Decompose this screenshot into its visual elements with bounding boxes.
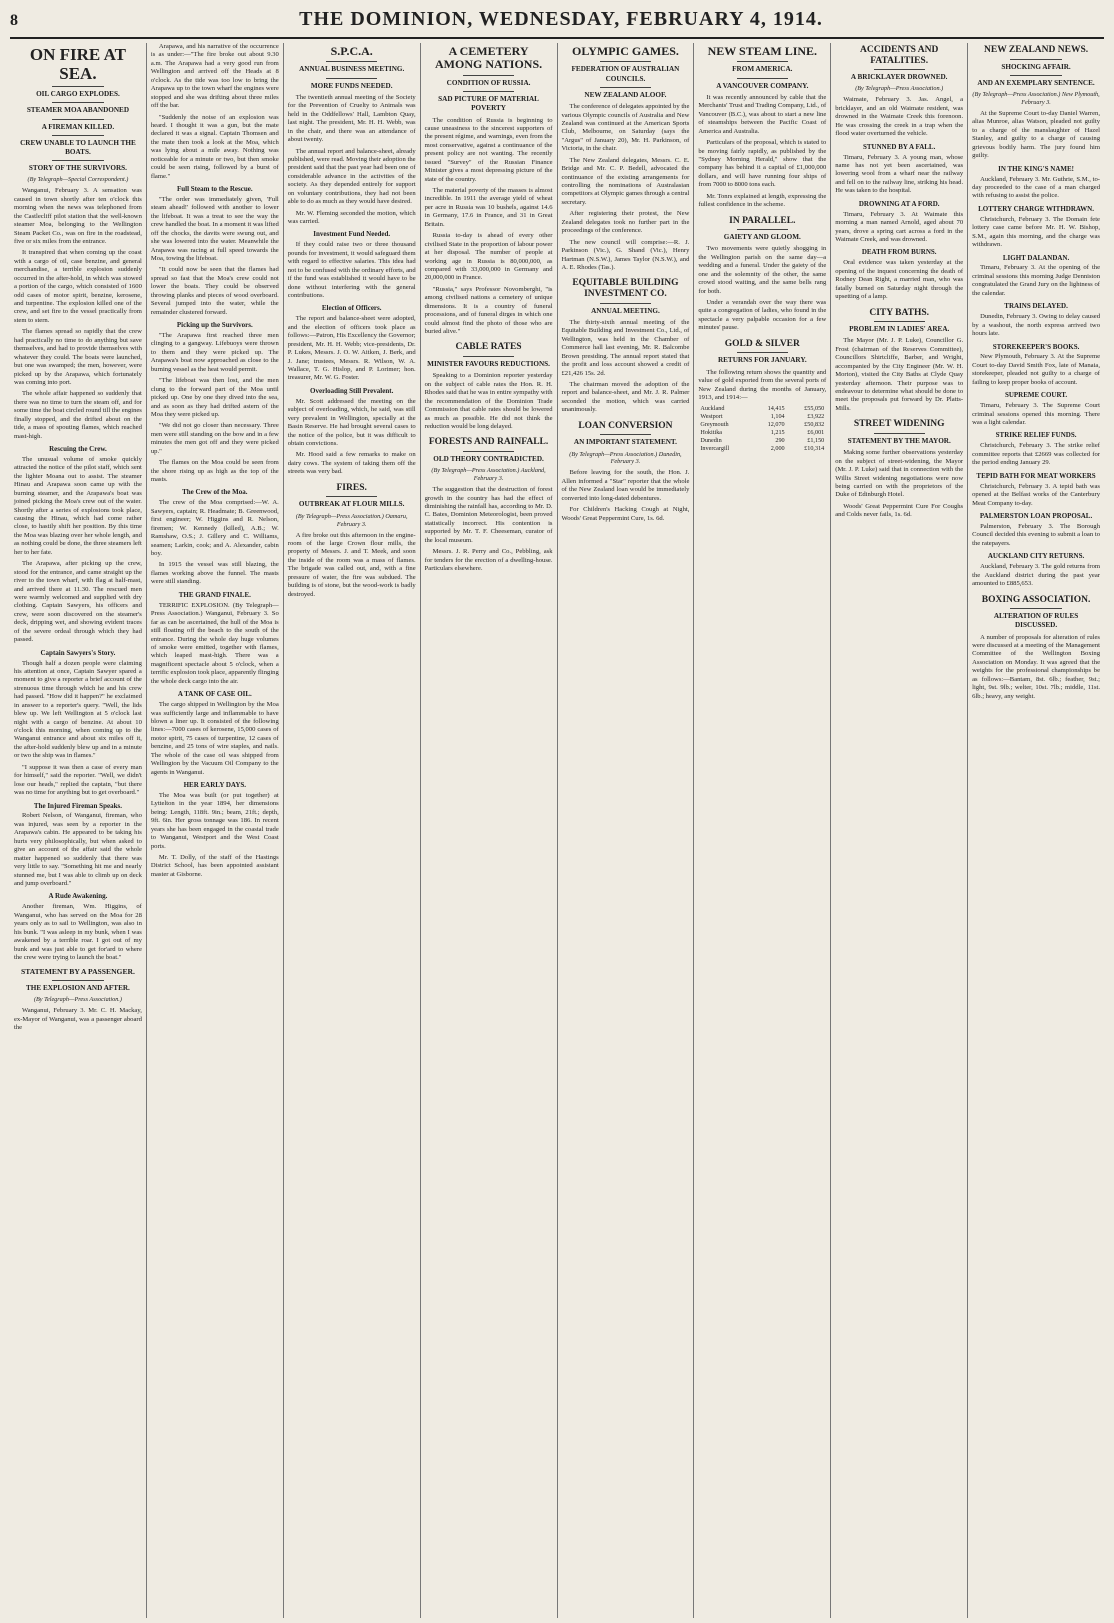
value-cell: £50,832 [804,421,825,429]
subheading: Full Steam to the Rescue. [176,185,253,193]
article-paragraph: In 1915 the vessel was still blazing, the flames working above the funnel. The masts were still standing. [150,561,279,586]
table-row [698,413,826,421]
article [288,483,416,599]
subheading: AUCKLAND CITY RETURNS. [987,552,1085,561]
article-headline: LOAN CONVERSION [578,420,673,431]
article-paragraph: The unusual volume of smoke quickly attracted the notice of the pilot staff, which sent the lighter Moana out to assist. The steamer Hinau and Arapawa soon came up with the burning steamer, and the Arapawa's boat was joined picking the Moa's crew out of the water. Shortly after a series of explosions took place, causing the Hinau, which had come rather close, to hastily shift her position. By this time the Moa was blazing over her whole length, and as nothing could be done, the three steamers left her to her fate. [14,455,142,556]
article-paragraph: Mr. T. Dolly, of the staff of the Hastings District School, has been appointed assistant master at Gisborne. [150,854,279,878]
article-paragraph: Timaru, February 3. At the opening of the criminal sessions this morning Judge Denniston congratulated the Grand Jury on the lightness of the calendar. [972,264,1100,297]
subheading: PALMERSTON LOAN PROPOSAL. [979,512,1093,520]
oz-cell: 1,104 [770,413,785,421]
article [425,342,553,431]
table-row [698,429,826,437]
port-cell: Auckland [700,405,725,413]
article-deck: ANNUAL MEETING. [591,306,660,315]
column-1 [10,43,147,1618]
article-paragraph: The flames spread so rapidly that the crew had practically no time to do anything but save themselves, and had to provide themselves with whatever they could. The boats were launched, but one was swamped; the men, however, were picked up by the Arapawa, which fortunately was coming into port. [14,328,142,386]
article-paragraph: The Moa was built (or put together) at Lyttelton in the year 1894, her dimensions being: Length, 118ft. 9in.; beam, 21ft.; depth, 9ft. 6in. Her gross tonnage was 186. In recent years she has been engaged in the coastal trade to Wanganui, Westport and the West Coast ports. [150,791,279,850]
headline-rule [326,78,377,79]
column-3 [284,43,421,1618]
headline-rule [874,321,925,322]
article-deck: AN IMPORTANT STATEMENT. [573,438,677,447]
value-cell: £10,314 [804,445,825,453]
subheading: STUNNED BY A FALL. [863,142,936,151]
article-paragraph: The New Zealand delegates, Messrs. C. E. Bridge and Mr. C. P. Bedell, advocated the continuance of the existing arrangements for controlling the nominations of Australasian competitors at Olympic games through a central secretary. [561,156,690,206]
article-paragraph: At the Supreme Court to-day Daniel Warren, alias Munroe, alias Watson, pleaded not guilty to a charge of the manslaughter of Hazel Stanley, and guilty to a charge of causing grievous bodily harm. The jury found him guilty. [972,109,1100,160]
article-deck: FEDERATION OF AUSTRALIAN COUNCILS. [571,65,680,83]
article-paragraph: TERRIFIC EXPLOSION. (By Telegraph—Press Association.) Wanganui, February 3. So far as can be ascertained, the hull of the Moa is still floating off the beach to the south of the entrance. During the whole day huge volumes of smoke were emitted, together with flames, which leaped mast-high. There was a magnificent spectacle about 5 o'clock, when a terrific explosion took place, apparently flinging the whole deck cargo into the air. [150,601,279,685]
article-paragraph: The annual report and balance-sheet, already published, were read. Moving their adoption the president said that the past year had been one of considerable advance in the activities of the society. As they depended entirely for support on voluntary contributions, they had not been able to do as much as they would have desired. [287,147,416,206]
article-headline: A CEMETERY AMONG NATIONS. [435,44,543,72]
headline-rule [737,229,788,230]
article [835,419,963,519]
article-paragraph: It was recently announced by cable that the Merchants' Trust and Trading Company, Ltd., of Vancouver (B.C.), was about to start a new line of steamships between the Pacific Coast of America and Australia. [698,93,827,135]
article-paragraph: Messrs. J. R. Perry and Co., Pebbling, ask for tenders for the erection of a dwelling-house. Particulars elsewhere. [424,548,553,573]
article [425,437,553,573]
article-deck: FROM AMERICA. [732,65,793,74]
article-paragraph: Mr. Hood said a few remarks to make on dairy cows. The system of taking them off the streets was very bad. [287,451,416,476]
article-deck: CONDITION OF RUSSIA. [446,78,531,87]
article-deck: THE EXPLOSION AND AFTER. [26,983,130,992]
headline-rule [600,434,651,435]
headline-rule [326,496,377,497]
article-byline: (By Telegraph—Press Association.) Auckland, February 3. [431,467,546,483]
article-paragraph: The suggestion that the destruction of forest growth in the country has had the effect of diminishing the rainfall has, according to Mr. D. C. Bates, Dominion Meteorologist, been proved statistically incorrect. His contention is supported by Mr. T. F. Cheeseman, curator of the local museum. [424,486,553,544]
oz-cell: 290 [775,437,785,445]
article-deck: AND AN EXEMPLARY SENTENCE. [977,78,1095,87]
subheading: A TANK OF CASE OIL. [177,690,252,699]
headline-rule [600,303,651,304]
subheading: DEATH FROM BURNS. [861,248,937,257]
article-deck: PROBLEM IN LADIES' AREA. [849,325,950,334]
article-paragraph: Auckland, February 3. Mr. Guthrie, S.M., to-day proceeded to the case of a man charged with refusing to assist the police. [972,175,1100,200]
headline-rule [463,91,514,92]
article-paragraph: "Suddenly the noise of an explosion was heard. I thought it was a gun, but the mate declared it was a signal. Captain Thomsen and the mate then took a look at the Moa, which was lying about a mile away. Nothing was noticeable for a minute or two, but then smoke could be seen rising, followed by a burst of flame." [150,113,279,180]
article-paragraph: New Plymouth, February 3. At the Supreme Court to-day David Smith Fox, late of Manaia, storekeeper, pleaded not guilty to a charge of failing to keep proper books of account. [972,353,1100,386]
article-paragraph: Though half a dozen people were claiming his attention at once, Captain Sawyer spared a moment to give a reporter a brief account of the strenuous time through which he and his crew had passed. "How did it happen?" he exclaimed in answer to a reporter's query. "Well, the lids blew up. We left Wellington at 5 o'clock last night with a cargo of benzine. At about 10 o'clock this morning, when coming up to the Wanganui entrance and about six miles off it, the after-hold suddenly blew up and in a minute or two the ship was in flames." [14,659,142,760]
port-cell: Westport [700,413,723,421]
article-byline: (By Telegraph—Press Association.) [855,85,944,93]
article-deck: SAD PICTURE OF MATERIAL POVERTY [438,95,539,113]
article-paragraph: For Children's Hacking Cough at Night, Woods' Great Peppermint Cure, 1s. 6d. [561,506,690,522]
article-paragraph: Waimate, February 3. Jas. Angel, a bricklayer, and an old Waimate resident, was drowned in the Waimate Creek this forenoon. He was crossing the creek in a trap when the flood water overturned the vehicle. [835,96,964,138]
article-paragraph: The Arapawa, after picking up the crew, stood for the entrance, and came straight up the river to the town wharf, with flag at half-mast, and arrived there at 11.30. The rescued men were warmly welcomed and supplied with dry clothing. Captain Sawyers, his officers and crew, were soon discovered on the steamer's deck, dripping wet, and showing evident traces of the severe ordeal through which they had passed. [14,560,142,644]
article [972,595,1100,702]
article-paragraph: The new council will comprise:—R. J. Parkinson (Vic.), G. Shand (Vic.), Henry Hartman (N.S.W.), James Taylor (N.S.W.), and A. E. Rhodes (Tas.). [561,238,690,271]
article-deck: OUTBREAK AT FLOUR MILLS. [298,500,405,509]
article-paragraph: Two movements were quietly shogging in the Wellington parish on the same day—a wedding and a funeral. Under the gaiety of the one and the solemnity of the other, the same crowd stood waiting, and the same bells rang for both. [698,245,827,295]
article [562,421,690,523]
article-paragraph: Wanganui, February 3. A sensation was caused in town shortly after ten o'clock this morning when the news was telephoned from the Castlecliff pilot station that the well-known steamer Moa, belonging to the Wellington Steam Packet Co., was on fire in the roadstead, five or six miles from the entrance. [14,187,142,245]
article-paragraph: "The Arapawa first reached three men clinging to a gangway. Lifebuoys were thrown to them and they were picked up. The Arapawa's boat now approached as close to the burning vessel as the heat would permit. [150,332,279,373]
article-headline: GOLD & SILVER [724,338,800,349]
article-deck: A FIREMAN KILLED. [41,122,115,131]
article-deck: MORE FUNDS NEEDED. [310,81,393,90]
article-paragraph: A number of proposals for alteration of rules were discussed at a meeting of the Management Committee of the Wellington Boxing Association on Monday. It was agreed that the weights for the professional championships be as follows:—Bantam, 8st. 6lb.; feather, 9st.; light, 9st. 9lb.; welter, 10st. 7lb.; middle, 11st. 6lb.; heavy, any weight. [972,633,1100,700]
subheading: LIGHT DALANDAN. [1002,253,1070,262]
oz-cell: 12,070 [767,421,785,429]
column-2 [147,43,284,1618]
article-paragraph: After registering their protest, the New Zealand delegates took no further part in the proceedings of the conference. [561,210,690,235]
article-paragraph: Christchurch, February 3. The strike relief committee reports that £2669 was collected for the period ending January 29. [972,442,1100,467]
article-deck: GAIETY AND GLOOM. [723,233,801,242]
headline-rule [463,451,514,452]
article-paragraph: If they could raise two or three thousand pounds for investment, it would safeguard them with regard to effective salaries. This idea had not to be confused with the ordinary efforts, and if the fund was established it would have to be done without interfering with the general contributions. [287,241,416,300]
headline-rule [52,980,103,981]
table-row [698,445,826,453]
article-headline: FORESTS AND RAINFALL. [428,437,549,448]
article-paragraph: Speaking to a Dominion reporter yesterday on the subject of cable rates the Hon. R. H. Rhodes said that he was in entire sympathy with the recommendation of the Dominion Trade Commission that cable rates should be lowered as much as possible. He did not think the reduction would be long delayed. [424,372,553,430]
article-headline: ACCIDENTS AND FATALITIES. [859,45,939,66]
article-byline: (By Telegraph—Press Association.) New Plymouth, February 3. [972,91,1100,106]
article-paragraph: The crew of the Moa comprised:—W. A. Sawyers, captain; R. Headmate; B. Greenwood, first engineer; W. Higgins and R. Nelson, firemen; W. Kennedy (killed), A.B.; W. Ramshaw, O.S.; J. Gillery and C. Williams, seamen; Larkin, cook; and A. Alexander, cabin boy. [150,499,279,558]
table-row [698,405,826,413]
article-paragraph: Wanganui, February 3. Mr. C. H. Mackay, ex-Mayor of Wanganui, was a passenger aboard the [14,1007,142,1031]
value-cell: £55,050 [804,405,825,413]
article-headline: S.P.C.A. [330,44,373,58]
article-headline: CITY BATHS. [869,307,930,318]
article [972,45,1100,589]
subheading: The Crew of the Moa. [182,488,248,497]
gold-returns-table [698,405,826,453]
masthead [10,8,1104,39]
subheading: SUPREME COURT. [1004,391,1068,400]
oz-cell: 1,215 [770,429,785,437]
oz-cell: 2,000 [770,445,785,453]
article-paragraph: Mr. Scott addressed the meeting on the subject of overloading, which, he said, was still very prevalent in Wellington, specially at the Basin Reserve. He had brought several cases to the notice of the police, but it was difficult to obtain convictions. [287,397,416,448]
article-paragraph: Arapawa, and his narrative of the occurrence is as under:—"The fire broke out about 9.30 a.m. The Arapawa had a very good run from Wellington and arrived off the Heads at 8 o'clock. As the tide was too low to bring the Arapawa up to the town wharf the engines were stopped and she was drifting about three miles off the bar. [150,43,279,110]
headline-rule [737,61,788,62]
article-paragraph: Making some further observations yesterday on the subject of street-widening, the Mayor (Mr. J. P. Luke) said that in connection with the Willis Street widening negotiations were now being carried on with the proprietors of the Duke of Edinburgh Hotel. [835,449,964,499]
article-paragraph: "The lifeboat was then lost, and the men clung to the forward part of the Moa until picked up. One by one they dived into the sea, and as soon as they had drifted astern of the Moa they were picked up. [150,377,279,418]
article-paragraph: The thirty-sixth annual meeting of the Equitable Building and Investment Co., Ltd., of Wellington, was held in the Chamber of Commerce hall last evening, Mr. R. Balcombe Brown presiding. The annual report stated that the profit and loss account showed a credit of £21,426 15s. 2d. [561,318,690,377]
article [151,43,279,879]
article-paragraph: "I suppose it was then a case of every man for himself," said the reporter. "Well, we didn't lose our heads," replied the captain, "but there was no time for anything but to get overboard." [14,763,142,797]
value-cell: £6,001 [807,429,825,437]
article-byline: (By Telegraph—Press Association.) [33,996,122,1004]
column-6 [694,43,831,1618]
subheading: IN THE KING'S NAME! [998,164,1075,173]
article-paragraph: The following return shows the quantity and value of gold exported from the several ports of New Zealand during the months of January, 1913, and 1914:— [698,368,827,401]
subheading: STOREKEEPER'S BOOKS. [992,342,1080,351]
article-paragraph: Christchurch, February 3. The Domain fete lottery case came before Mr. H. W. Bishop, S.M., again this morning, and the charge was withdrawn. [972,215,1100,249]
article [698,45,826,210]
article [425,45,553,336]
page-number: 8 [10,12,18,29]
article-headline: NEW ZEALAND NEWS. [984,45,1089,55]
article-paragraph: "It could now be seen that the flames had spread so fast that the Moa's crew could not lower the boats. They could be observed throwing planks and pieces of wood overboard. Several jumped into the water, while the remainder clustered forward. [150,266,279,316]
article-paragraph: Timaru, February 3. At Waimate this morning a man named Arnold, aged about 70 years, drove a spring cart across a ford in the Waimate Creek, and was drowned. [835,210,964,243]
article-deck: RETURNS FOR JANUARY. [717,356,807,365]
article-paragraph: "We did not go closer than necessary. Three men were still standing on the bow and in a few minutes the men got off and they were picked up." [150,422,279,455]
article-paragraph: The twentieth annual meeting of the Society for the Prevention of Cruelty to Animals was held in the Oddfellows' Hall, Lambton Quay, last night. The president, Mr. H. H. Webb, was in the chair, and there was an attendance of about twenty. [287,93,416,144]
subheading: THE GRAND FINALE. [178,590,251,599]
article [562,45,690,272]
article-deck: STATEMENT BY THE MAYOR. [847,436,951,445]
subheading: TRAINS DELAYED. [1004,302,1068,311]
article-paragraph: The condition of Russia is beginning to cause uneasiness to the sincerest supporters of the present régime, and warnings, even from the most conservative, against a continuance of the present policy are not wanting. The recently issued "Survey" of the Russian Finance Minister gives a most depressing picture of the state of the country. [424,116,553,183]
article-headline: NEW STEAM LINE. [707,44,818,58]
headline-rule [600,87,651,88]
subheading: TEPID BATH FOR MEAT WORKERS [976,471,1096,480]
port-cell: Greymouth [700,421,729,429]
article [14,45,142,962]
article-deck: MINISTER FAVOURS REDUCTIONS. [427,360,550,369]
article-headline: CABLE RATES [455,342,522,353]
table-row [698,437,826,445]
article-paragraph: The chairman moved the adoption of the report and balance-sheet, and Mr. J. R. Palmer seconded the motion, which was carried unanimously. [561,380,690,414]
article-deck: SHOCKING AFFAIR. [1001,62,1071,71]
article-headline: FIRES. [336,482,367,493]
masthead-title: THE DOMINION, WEDNESDAY, FEBRUARY 4, 1914. [299,8,823,30]
subheading: A Rude Awakening. [48,892,108,901]
article-paragraph: Mr. W. Fleming seconded the motion, which was carried. [287,209,416,225]
article-deck: STORY OF THE SURVIVORS. [28,164,127,173]
article-byline: (By Telegraph—Press Association.) Oamaru, February 3. [295,512,408,528]
headline-rule [52,119,103,120]
subheading: Captain Sawyers's Story. [40,648,116,657]
subheading: Overloading Still Prevalent. [310,386,394,395]
column-8 [968,43,1104,1618]
article [562,278,690,414]
article-byline: (By Telegraph—Special Correspondent.) [27,176,129,184]
headline-rule [326,61,377,62]
headline-rule [463,75,514,76]
article [288,45,416,477]
headline-rule [1010,75,1061,76]
article-paragraph: Russia to-day is ahead of every other civilised State in the proportion of labour power at her disposal. The number of people at working age in Russia is 80,000,000, as compared with 33,000,000 in Germany and 20,000,000 in France. [424,232,553,282]
oz-cell: 14,415 [767,405,785,413]
article-paragraph: "Russia," says Professor Novomberghi, "is among civilised nations a cemetery of unique dimensions. It is a country of funeral processions, and of funeral dirges in which one could almost find the photo of those who are buried alive." [424,285,553,336]
article-paragraph: Mr. Tonrs explained at length, expressing the fullest confidence in the scheme. [698,192,827,209]
headline-rule [52,135,103,136]
headline-rule [600,61,651,62]
subheading: The Injured Fireman Speaks. [33,801,122,810]
article-headline: BOXING ASSOCIATION. [981,594,1091,605]
article-paragraph: Under a verandah over the way there was quite a congregation of ladies, who found in the spectacle a very palpable occasion for a few minutes' pause. [698,299,827,332]
article-paragraph: Christchurch, February 3. A tepid bath was opened at the Belfast works of the Canterbury Meat Company to-day. [972,482,1100,507]
article-paragraph: Auckland, February 3. The gold returns from the Auckland district during the past year amounted to £885,653. [972,563,1100,588]
column-4 [421,43,558,1618]
column-5 [558,43,695,1618]
port-cell: Hokitika [700,429,723,437]
table-row [698,421,826,429]
headline-rule [874,69,925,70]
article [698,216,826,333]
article-paragraph: The flames on the Moa could be seen from the shore rising up as high as the top of the masts. [150,459,279,484]
headline-rule [463,356,514,357]
subheading: Picking up the Survivors. [176,321,253,330]
value-cell: £3,922 [807,413,825,421]
headline-rule [874,433,925,434]
article-byline: (By Telegraph—Press Association.) Dunedin, February 3. [569,450,682,466]
headline-rule [52,86,103,87]
article-headline: OLYMPIC GAMES. [571,44,679,58]
article-paragraph: "The order was immediately given, 'Full steam ahead!' followed with another to lower the lifeboat. It was a treat to see the way the crew handled the boat. In a moment it was lifted off the chocks, the davits were swung out, and she was lowered into the water. Meanwhile the Arapawa was racing at full speed towards the Moa, towing the lifeboat. [150,195,279,263]
column-7 [831,43,968,1618]
article-paragraph: Particulars of the proposal, which is stated to be moving fairly rapidly, as published by the "Sydney Morning Herald," show that the company has behind it a capital of £1,000,000 dollars, and will have running four ships of from 7000 to 8000 tons each. [698,139,827,189]
headline-rule [737,78,788,79]
subheading: Rescuing the Crew. [49,445,107,453]
article-paragraph: The conference of delegates appointed by the various Olympic councils of Australia and New Zealand was continued at the American Sports Club, Melbourne, on Saturday (says the "Argus" of January 20), Mr. H. Parkinson, of Victoria, in the chair. [561,103,690,153]
article-paragraph: The report and balance-sheet were adopted, and the election of officers took place as follows:—Patron, His Excellency the Governor; president, Mr. H. H. Webb; vice-presidents, Dr. P. Lukes, Messrs. J. O. W. Aitken, J. Berk, and J. Jane; trustees, Messrs. R. Wilson, W. A. Wallace, T. G. Hislop, and P. Lorimer; hon. treasurer, Mr. W. G. Foster. [287,315,416,382]
article-paragraph: Timaru, February 3. A young man, whose name has not yet been ascertained, was lowering wool from a wharf near the railway and fell on to the railway line, striking his head. He was taken to the hospital. [835,153,964,195]
article-deck: CREW UNABLE TO LAUNCH THE BOATS. [20,138,136,156]
article-paragraph: Woods' Great Peppermint Cure For Coughs and Colds never fails, 1s. 6d. [835,502,964,519]
headline-rule [737,352,788,353]
article-paragraph: The Mayor (Mr. J. P. Luke), Councillor G. Frost (chairman of the Reserves Committee), Councillors Shirtcliffe, Barber, and Wright, accompanied by the City Engineer (Mr. W. H. Morton), visited the City Baths at Clyde Quay yesterday afternoon. Their purpose was to endeavour to determine what should be done to meet the proposals put forward by Dr. Platts-Mills. [835,337,964,412]
article [14,968,142,1032]
headline-rule [52,160,103,161]
article-headline: IN PARALLEL. [729,215,796,226]
article-paragraph: Robert Nelson, of Wanganui, fireman, who was injured, was seen by a reporter in the Arapawa's cabin. He appeared to be taking his hurts very philosophically, but when asked to give an account of the affair said the whole matter happened so suddenly that there was very little to say. "Something hit me and nearly stunned me, but I was able to climb up on deck and jump overboard." [14,812,142,887]
article-paragraph: Dunedin, February 3. Owing to delay caused by a washout, the north express arrived two hours late. [972,313,1100,338]
article-deck: ALTERATION OF RULES DISCUSSED. [993,612,1079,630]
article-deck: A VANCOUVER COMPANY. [716,81,809,90]
article [835,308,963,414]
port-cell: Invercargill [700,445,730,453]
headline-rule [1010,59,1061,60]
article-deck: STEAMER MOA ABANDONED [26,106,130,115]
article-deck: OIL CARGO EXPLODES. [36,90,120,99]
article [835,45,963,302]
article-headline: ON FIRE AT SEA. [29,45,126,84]
article-deck: NEW ZEALAND ALOOF. [584,90,667,99]
subheading: LOTTERY CHARGE WITHDRAWN. [978,204,1094,213]
article-headline: EQUITABLE BUILDING INVESTMENT CO. [572,278,679,300]
article-paragraph: A fire broke out this afternoon in the engine-room of the large Crown flour mills, the property of Messrs. J. and T. Meek, and soon the inside of the room was a mass of flames. The brigade was called out, and, with a fine pressure of water, the fire was subdued. The building is of stone, but the wood-work is badly destroyed. [287,531,416,598]
headline-rule [52,102,103,103]
article-paragraph: Before leaving for the south, the Hon. J. Allen informed a "Star" reporter that the whole of the New Zealand loan would be immediately converted into long-dated debentures. [561,469,690,502]
article-deck: A BRICKLAYER DROWNED. [850,73,948,82]
subheading: Election of Officers. [321,304,382,313]
article-headline: STREET WIDENING [853,419,945,430]
article [698,339,826,453]
port-cell: Dunedin [700,437,722,445]
article-paragraph: The cargo shipped in Wellington by the Moa was sufficiently large and inflammable to have blown a liner up. It consisted of the following lines:—7000 cases of kerosene, 15,000 cases of motor spirit, 75 cases of turpentine, 12 cases of benzine, and 25 tons of wire staples, and nails. The whole of the case oil was shipped from Wellington by the Vacuum Oil Company to the agents in Wanganui. [150,701,279,776]
value-cell: £1,150 [807,437,825,445]
article-paragraph: Oral evidence was taken yesterday at the opening of the inquest concerning the death of Rodney Dean Right, a married man, who was fatally burned on Saturday night through the upsetting of a lamp. [835,259,964,301]
headline-rule [1010,608,1061,609]
article-headline: STATEMENT BY A PASSENGER. [20,967,135,977]
columns [10,43,1104,1618]
subheading: DROWNING AT A FORD. [858,199,940,208]
article-paragraph: Another fireman, Wm. Higgins, of Wanganui, who has served on the Moa for 28 years only as to sail to Wellington, was also in his bunk. "I was asleep in my bunk, when I was awakened by a terrible roar. I got out of my bunk and was just able to get for'ard to where the crew were trying to launch the boat." [14,903,142,961]
article-paragraph: Timaru, February 3. The Supreme Court criminal sessions opened this morning. There was a light calendar. [972,402,1100,427]
article-deck: OLD THEORY CONTRADICTED. [433,455,544,463]
article-paragraph: The whole affair happened so suddenly that there was no time to turn the steam off, and for some time the boat circled round till the engines finally stopped, and the drifted about on the tide, a mass of spouting flames, which reached mast-high. [14,390,142,440]
subheading: Investment Fund Needed. [313,230,391,239]
article-paragraph: It transpired that when coming up the coast with a cargo of oil, case benzine, and general merchandise, a terrible explosion suddenly occurred in the after-hold, in which was stowed a portion of the cargo, which consisted of 1600 odd cases of motor spirit, benzine, kerosene, and turpentine. The explosion killed one of the crew, and set fire to the vessel practically from stem to stern. [14,249,142,324]
article-deck: ANNUAL BUSINESS MEETING. [299,65,405,74]
article-paragraph: Palmerston, February 3. The Borough Council decided this evening to submit a loan to the ratepayers. [972,522,1100,547]
article-paragraph: The material poverty of the masses is almost incredible. In 1911 the average yield of wheat per acre in Russia was 10 bushels, against 14.6 in Germany, 17.6 in France, and 31 in Great Britain. [424,187,553,228]
subheading: STRIKE RELIEF FUNDS. [995,431,1077,440]
subheading: HER EARLY DAYS. [183,781,247,790]
